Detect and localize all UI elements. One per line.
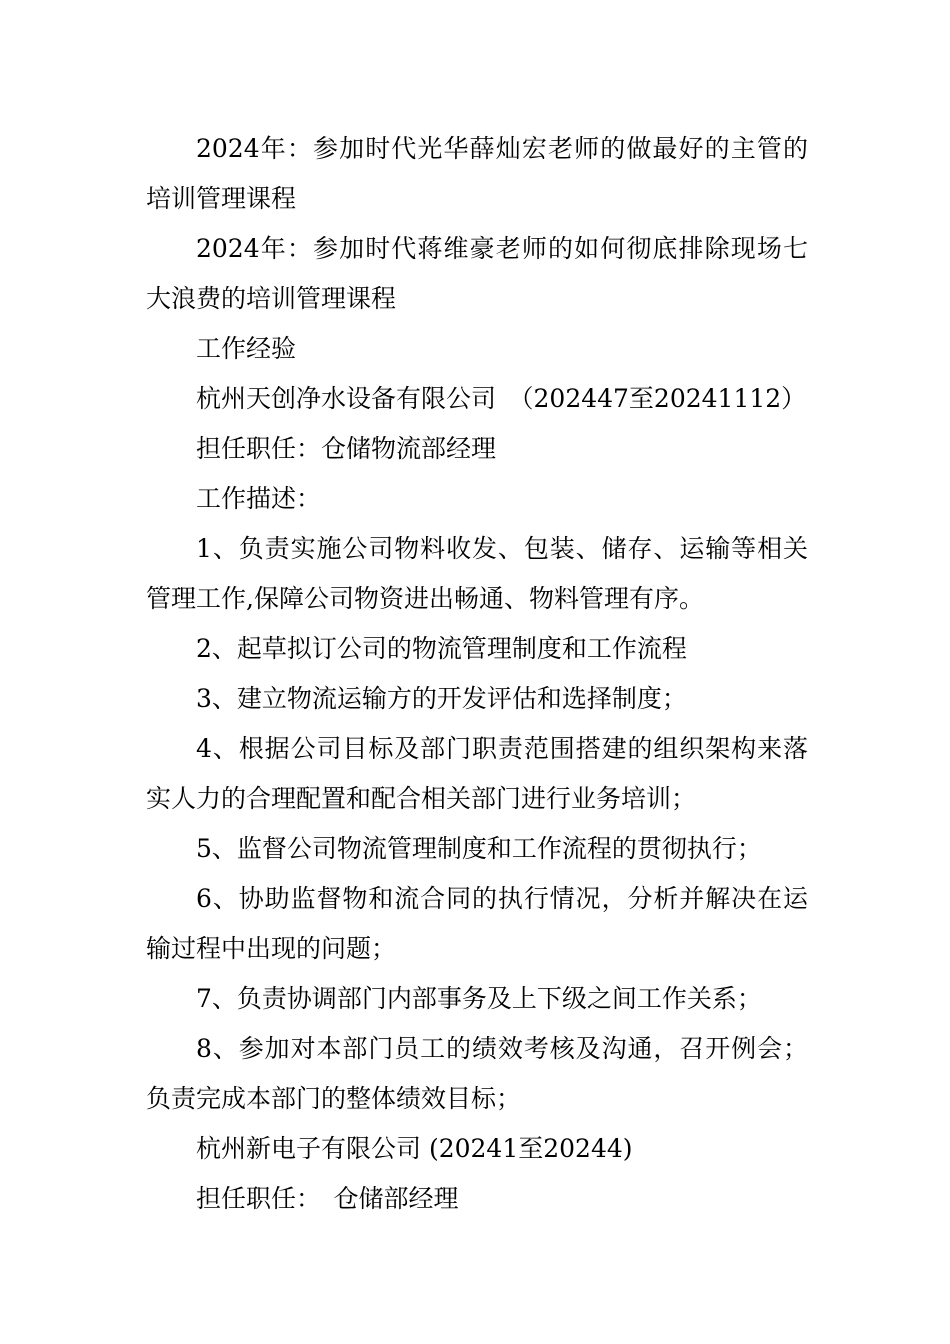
employer-1: 杭州天创净水设备有限公司 （202447至20241112） (196, 384, 807, 413)
duty-item-4: 4、根据公司目标及部门职责范围搭建的组织架构来落实人力的合理配置和配合相关部门进行业务培训； (146, 734, 808, 813)
duty-item-6: 6、协助监督物和流合同的执行情况，分析并解决在运输过程中出现的问题； (146, 884, 808, 963)
section-heading-work-experience: 工作经验 (196, 334, 297, 363)
duty-item-5: 5、监督公司物流管理制度和工作流程的贯彻执行； (196, 834, 762, 863)
duty-item-3: 3、建立物流运输方的开发评估和选择制度； (196, 684, 687, 713)
position-1: 担任职任：仓储物流部经理 (196, 434, 497, 463)
duty-item-1: 1、负责实施公司物料收发、包装、储存、运输等相关管理工作,保障公司物资进出畅通、物料管理有序。 (146, 534, 808, 613)
duty-item-2: 2、起草拟订公司的物流管理制度和工作流程 (196, 634, 687, 663)
training-course-2: 2024年：参加时代蒋维豪老师的如何彻底排除现场七大浪费的培训管理课程 (146, 234, 808, 313)
duty-item-7: 7、负责协调部门内部事务及上下级之间工作关系； (196, 984, 762, 1013)
employer-2: 杭州新电子有限公司 (20241至20244) (196, 1134, 633, 1163)
training-course-1: 2024年：参加时代光华薛灿宏老师的做最好的主管的培训管理课程 (146, 134, 808, 213)
duty-item-8: 8、参加对本部门员工的绩效考核及沟通，召开例会；负责完成本部门的整体绩效目标； (146, 1034, 808, 1113)
document-body (146, 124, 808, 1224)
job-description-heading: 工作描述： (196, 484, 322, 513)
position-2: 担任职任： 仓储部经理 (196, 1184, 459, 1213)
